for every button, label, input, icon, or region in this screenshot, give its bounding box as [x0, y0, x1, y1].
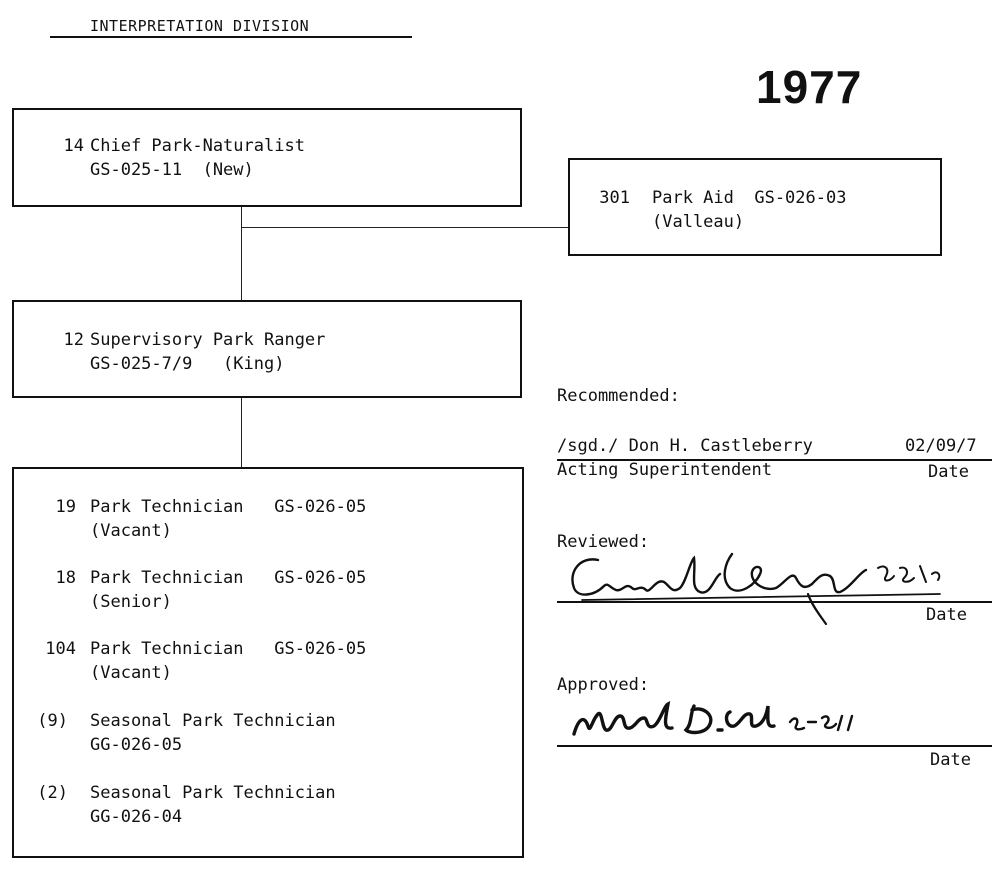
- reviewed-label: Reviewed:: [557, 532, 650, 552]
- approved-date-label: Date: [930, 750, 971, 770]
- chief-position-number: 14: [63, 136, 84, 156]
- connector-chief-to-supervisor: [241, 206, 242, 300]
- recommended-role: Acting Superintendent: [557, 460, 772, 480]
- staff-position-title: Park Technician GS-026-05: [90, 639, 367, 659]
- recommended-label: Recommended:: [557, 386, 680, 406]
- division-title: INTERPRETATION DIVISION: [90, 17, 310, 35]
- staff-position-title: Seasonal Park Technician: [90, 783, 336, 803]
- chief-naturalist-box: [12, 108, 522, 207]
- staff-box: [12, 467, 524, 858]
- reviewed-date-label: Date: [926, 605, 967, 625]
- recommended-date-label: Date: [928, 462, 969, 482]
- recommended-date-value: 02/09/7: [905, 436, 977, 456]
- chief-position-grade: GS-025-11 (New): [90, 160, 254, 180]
- chief-position-title: Chief Park-Naturalist: [90, 136, 305, 156]
- staff-position-number: (2): [37, 783, 68, 803]
- park-aid-position-number: 301: [599, 188, 630, 208]
- staff-position-note: GG-026-05: [90, 735, 183, 755]
- staff-position-title: Park Technician GS-026-05: [90, 568, 367, 588]
- staff-position-note: (Vacant): [90, 663, 172, 683]
- supervisor-position-title: Supervisory Park Ranger: [90, 330, 326, 350]
- approved-label: Approved:: [557, 675, 650, 695]
- park-aid-box: [568, 158, 942, 256]
- park-aid-name: (Valleau): [652, 212, 745, 232]
- staff-position-title: Park Technician GS-026-05: [90, 497, 367, 517]
- staff-position-number: (9): [37, 711, 68, 731]
- staff-position-note: (Vacant): [90, 521, 172, 541]
- recommended-signed-line: /sgd./ Don H. Castleberry: [557, 436, 813, 456]
- staff-position-number: 18: [55, 568, 76, 588]
- supervisory-ranger-box: [12, 300, 522, 398]
- park-aid-position-title: Park Aid GS-026-03: [652, 188, 847, 208]
- division-title-underline: [50, 36, 412, 38]
- staff-position-number: 19: [55, 497, 76, 517]
- staff-position-title: Seasonal Park Technician: [90, 711, 336, 731]
- supervisor-position-grade: GS-025-7/9 (King): [90, 354, 285, 374]
- staff-position-note: GG-026-04: [90, 807, 183, 827]
- staff-position-number: 104: [45, 639, 76, 659]
- approved-handwritten-signature: [568, 700, 888, 746]
- connector-supervisor-to-staff: [241, 397, 242, 467]
- approved-signature-rule: [557, 745, 992, 747]
- staff-position-note: (Senior): [90, 592, 172, 612]
- connector-to-park-aid: [241, 227, 568, 228]
- supervisor-position-number: 12: [63, 330, 84, 350]
- year-heading: 1977: [756, 61, 863, 113]
